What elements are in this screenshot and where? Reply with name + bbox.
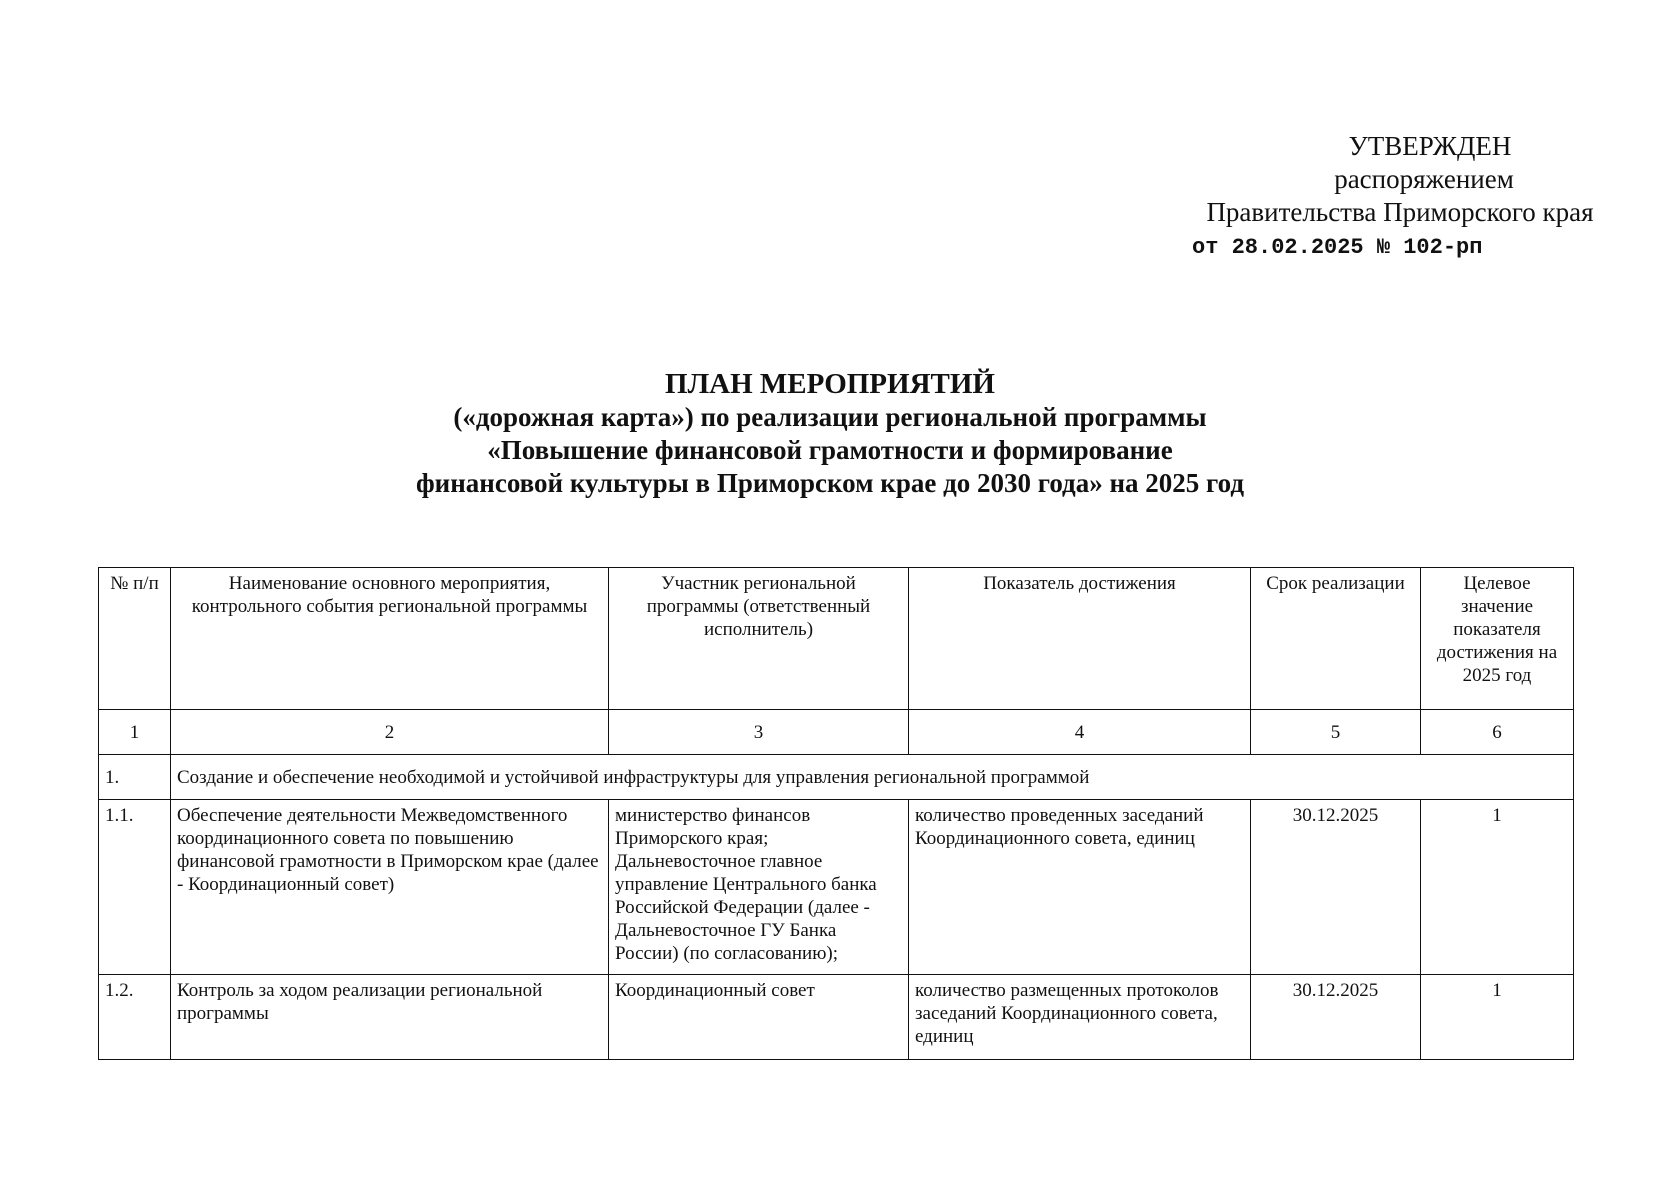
row-deadline: 30.12.2025 — [1251, 975, 1421, 1060]
section-title: Создание и обеспечение необходимой и устойчивой инфраструктуры для управления региональной программой — [171, 755, 1574, 800]
section-number: 1. — [99, 755, 171, 800]
row-participant: Координационный совет — [609, 975, 909, 1060]
row-number: 1.1. — [99, 800, 171, 975]
header-activity: Наименование основного мероприятия, контрольного события региональной программы — [171, 568, 609, 710]
header-number: № п/п — [99, 568, 171, 710]
table-row — [99, 975, 1574, 1060]
column-number: 6 — [1421, 710, 1574, 755]
row-participant: министерство финансов Приморского края; Дальневосточное главное управление Центрального банка Российской Федерации (далее - Дальневосточное ГУ Банка России) (по согласованию); — [609, 800, 909, 975]
title-line-2: («дорожная карта») по реализации региональной программы — [453, 402, 1207, 432]
document-title — [200, 368, 1460, 500]
approval-authority: Правительства Приморского края — [1206, 197, 1594, 227]
column-number: 1 — [99, 710, 171, 755]
row-activity: Контроль за ходом реализации региональной программы — [171, 975, 609, 1060]
section-row — [99, 755, 1574, 800]
row-deadline: 30.12.2025 — [1251, 800, 1421, 975]
column-number: 5 — [1251, 710, 1421, 755]
table-row — [99, 800, 1574, 975]
approval-by: распоряжением — [1334, 164, 1514, 194]
title-line-4: финансовой культуры в Приморском крае до 2030 года» на 2025 год — [416, 468, 1244, 498]
row-indicator: количество размещенных протоколов заседаний Координационного совета, единиц — [909, 975, 1251, 1060]
approval-decree: от 28.02.2025 № 102-рп — [1192, 235, 1483, 260]
row-indicator: количество проведенных заседаний Координационного совета, единиц — [909, 800, 1251, 975]
plan-table — [98, 567, 1574, 1060]
header-indicator: Показатель достижения — [909, 568, 1251, 710]
title-line-3: «Повышение финансовой грамотности и формирование — [487, 435, 1173, 465]
row-number: 1.2. — [99, 975, 171, 1060]
table-header-row — [99, 568, 1574, 710]
row-activity: Обеспечение деятельности Межведомственного координационного совета по повышению финансовой грамотности в Приморском крае (далее - Координационный совет) — [171, 800, 609, 975]
column-number: 2 — [171, 710, 609, 755]
column-number: 3 — [609, 710, 909, 755]
header-target: Целевое значение показателя достижения на 2025 год — [1421, 568, 1574, 710]
row-target: 1 — [1421, 800, 1574, 975]
approval-title: УТВЕРЖДЕН — [1348, 131, 1512, 161]
header-deadline: Срок реализации — [1251, 568, 1421, 710]
column-number: 4 — [909, 710, 1251, 755]
title-line-1: ПЛАН МЕРОПРИЯТИЙ — [665, 368, 995, 400]
column-numbers-row — [99, 710, 1574, 755]
header-participant: Участник региональной программы (ответственный исполнитель) — [609, 568, 909, 710]
approval-stamp — [1160, 130, 1630, 264]
row-target: 1 — [1421, 975, 1574, 1060]
